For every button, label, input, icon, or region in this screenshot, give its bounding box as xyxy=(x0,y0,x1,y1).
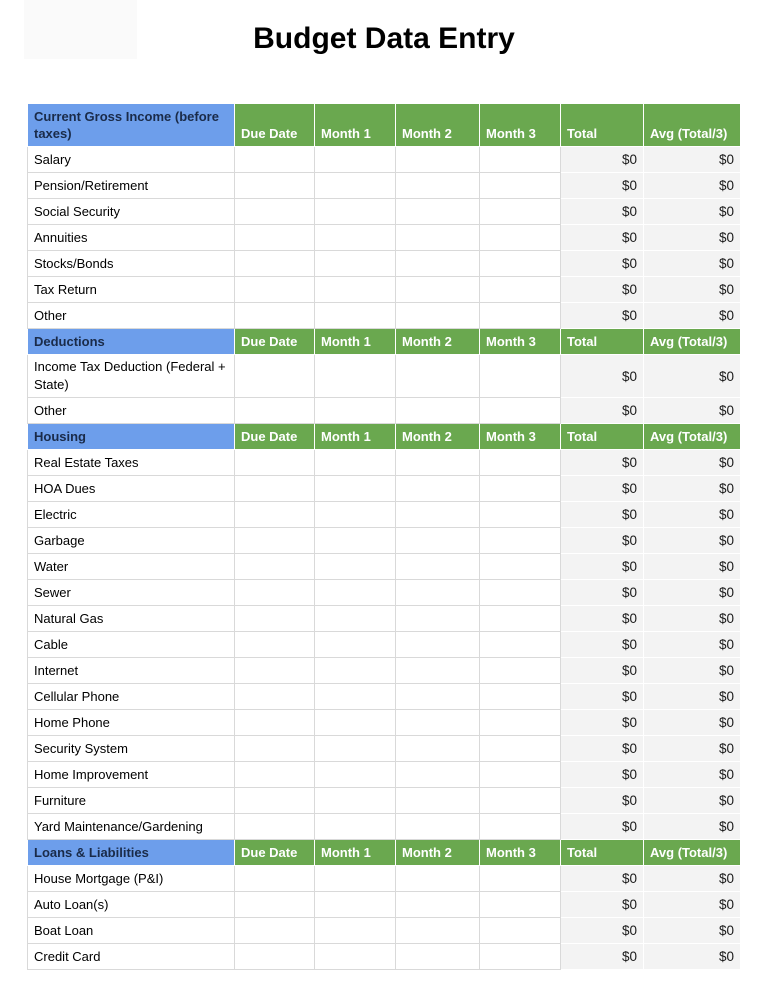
total-cell[interactable]: $0 xyxy=(561,632,644,658)
total-cell[interactable]: $0 xyxy=(561,710,644,736)
section-header-row-deductions xyxy=(28,329,741,355)
month-3-cell[interactable] xyxy=(480,788,561,814)
month-1-cell[interactable] xyxy=(315,788,396,814)
due-date-cell[interactable] xyxy=(235,398,315,424)
month-2-cell[interactable] xyxy=(396,398,480,424)
row-label-real-estate-taxes: Real Estate Taxes xyxy=(28,450,235,476)
month-1-cell[interactable] xyxy=(315,632,396,658)
column-header-month-2: Month 2 xyxy=(396,329,480,355)
month-1-cell[interactable] xyxy=(315,277,396,303)
avg-cell[interactable]: $0 xyxy=(644,710,741,736)
due-date-cell[interactable] xyxy=(235,814,315,840)
avg-cell[interactable]: $0 xyxy=(644,277,741,303)
table-row-hoa-dues xyxy=(28,476,741,502)
section-title-loans-liabilities: Loans & Liabilities xyxy=(28,840,235,866)
row-label-salary: Salary xyxy=(28,147,235,173)
avg-cell[interactable]: $0 xyxy=(644,199,741,225)
month-3-cell[interactable] xyxy=(480,892,561,918)
row-label-cellular-phone: Cellular Phone xyxy=(28,684,235,710)
column-header-avg-total-3: Avg (Total/3) xyxy=(644,329,741,355)
column-header-due-date: Due Date xyxy=(235,104,315,147)
section-title-current-gross-income-before-taxes: Current Gross Income (before taxes) xyxy=(28,104,235,147)
total-cell[interactable]: $0 xyxy=(561,355,644,398)
column-header-month-1: Month 1 xyxy=(315,424,396,450)
month-3-cell[interactable] xyxy=(480,632,561,658)
month-3-cell[interactable] xyxy=(480,606,561,632)
month-2-cell[interactable] xyxy=(396,814,480,840)
column-header-month-2: Month 2 xyxy=(396,424,480,450)
table-row-electric xyxy=(28,502,741,528)
avg-cell[interactable]: $0 xyxy=(644,762,741,788)
month-3-cell[interactable] xyxy=(480,814,561,840)
column-header-month-3: Month 3 xyxy=(480,840,561,866)
column-header-month-2: Month 2 xyxy=(396,840,480,866)
due-date-cell[interactable] xyxy=(235,580,315,606)
table-row-home-improvement xyxy=(28,762,741,788)
month-3-cell[interactable] xyxy=(480,762,561,788)
avg-cell[interactable]: $0 xyxy=(644,866,741,892)
row-label-other: Other xyxy=(28,303,235,329)
row-label-furniture: Furniture xyxy=(28,788,235,814)
row-label-yard-maintenance-gardening: Yard Maintenance/Gardening xyxy=(28,814,235,840)
due-date-cell[interactable] xyxy=(235,684,315,710)
column-header-avg-total-3: Avg (Total/3) xyxy=(644,424,741,450)
month-3-cell[interactable] xyxy=(480,658,561,684)
table-row-internet xyxy=(28,658,741,684)
total-cell[interactable]: $0 xyxy=(561,606,644,632)
column-header-month-3: Month 3 xyxy=(480,424,561,450)
row-label-house-mortgage-p-i: House Mortgage (P&I) xyxy=(28,866,235,892)
column-header-month-1: Month 1 xyxy=(315,104,396,147)
month-1-cell[interactable] xyxy=(315,303,396,329)
row-label-sewer: Sewer xyxy=(28,580,235,606)
due-date-cell[interactable] xyxy=(235,944,315,970)
month-2-cell[interactable] xyxy=(396,892,480,918)
row-label-annuities: Annuities xyxy=(28,225,235,251)
month-2-cell[interactable] xyxy=(396,918,480,944)
table-row-cellular-phone xyxy=(28,684,741,710)
column-header-total: Total xyxy=(561,840,644,866)
month-2-cell[interactable] xyxy=(396,606,480,632)
month-2-cell[interactable] xyxy=(396,736,480,762)
total-cell[interactable]: $0 xyxy=(561,450,644,476)
total-cell[interactable]: $0 xyxy=(561,658,644,684)
avg-cell[interactable]: $0 xyxy=(644,658,741,684)
due-date-cell[interactable] xyxy=(235,277,315,303)
due-date-cell[interactable] xyxy=(235,251,315,277)
month-2-cell[interactable] xyxy=(396,658,480,684)
table-row-security-system xyxy=(28,736,741,762)
column-header-total: Total xyxy=(561,104,644,147)
section-header-row-loans-liabilities xyxy=(28,840,741,866)
due-date-cell[interactable] xyxy=(235,303,315,329)
total-cell[interactable]: $0 xyxy=(561,762,644,788)
table-row-stocks-bonds xyxy=(28,251,741,277)
section-title-deductions: Deductions xyxy=(28,329,235,355)
avg-cell[interactable]: $0 xyxy=(644,173,741,199)
month-2-cell[interactable] xyxy=(396,580,480,606)
month-2-cell[interactable] xyxy=(396,147,480,173)
month-1-cell[interactable] xyxy=(315,918,396,944)
month-1-cell[interactable] xyxy=(315,710,396,736)
table-row-house-mortgage-p-i xyxy=(28,866,741,892)
row-label-tax-return: Tax Return xyxy=(28,277,235,303)
table-row-social-security xyxy=(28,199,741,225)
avg-cell[interactable]: $0 xyxy=(644,251,741,277)
row-label-water: Water xyxy=(28,554,235,580)
month-3-cell[interactable] xyxy=(480,225,561,251)
total-cell[interactable]: $0 xyxy=(561,303,644,329)
month-3-cell[interactable] xyxy=(480,918,561,944)
month-1-cell[interactable] xyxy=(315,476,396,502)
total-cell[interactable]: $0 xyxy=(561,944,644,970)
month-1-cell[interactable] xyxy=(315,225,396,251)
total-cell[interactable]: $0 xyxy=(561,866,644,892)
month-1-cell[interactable] xyxy=(315,944,396,970)
avg-cell[interactable]: $0 xyxy=(644,684,741,710)
avg-cell[interactable]: $0 xyxy=(644,476,741,502)
avg-cell[interactable]: $0 xyxy=(644,736,741,762)
row-label-pension-retirement: Pension/Retirement xyxy=(28,173,235,199)
total-cell[interactable]: $0 xyxy=(561,684,644,710)
table-row-annuities xyxy=(28,225,741,251)
column-header-month-2: Month 2 xyxy=(396,104,480,147)
month-3-cell[interactable] xyxy=(480,147,561,173)
table-row-auto-loan-s xyxy=(28,892,741,918)
total-cell[interactable]: $0 xyxy=(561,251,644,277)
due-date-cell[interactable] xyxy=(235,892,315,918)
table-row-furniture xyxy=(28,788,741,814)
row-label-credit-card: Credit Card xyxy=(28,944,235,970)
month-1-cell[interactable] xyxy=(315,450,396,476)
month-2-cell[interactable] xyxy=(396,684,480,710)
avg-cell[interactable]: $0 xyxy=(644,944,741,970)
due-date-cell[interactable] xyxy=(235,502,315,528)
total-cell[interactable]: $0 xyxy=(561,199,644,225)
budget-table xyxy=(27,103,741,970)
table-row-other xyxy=(28,398,741,424)
month-1-cell[interactable] xyxy=(315,251,396,277)
row-label-auto-loan-s: Auto Loan(s) xyxy=(28,892,235,918)
month-3-cell[interactable] xyxy=(480,277,561,303)
table-row-water xyxy=(28,554,741,580)
month-2-cell[interactable] xyxy=(396,528,480,554)
month-1-cell[interactable] xyxy=(315,147,396,173)
table-row-pension-retirement xyxy=(28,173,741,199)
avg-cell[interactable]: $0 xyxy=(644,918,741,944)
row-label-boat-loan: Boat Loan xyxy=(28,918,235,944)
row-label-social-security: Social Security xyxy=(28,199,235,225)
total-cell[interactable]: $0 xyxy=(561,528,644,554)
total-cell[interactable]: $0 xyxy=(561,736,644,762)
row-label-electric: Electric xyxy=(28,502,235,528)
row-label-stocks-bonds: Stocks/Bonds xyxy=(28,251,235,277)
avg-cell[interactable]: $0 xyxy=(644,528,741,554)
month-2-cell[interactable] xyxy=(396,944,480,970)
month-3-cell[interactable] xyxy=(480,502,561,528)
avg-cell[interactable]: $0 xyxy=(644,788,741,814)
table-row-income-tax-deduction-federal-state xyxy=(28,355,741,398)
column-header-due-date: Due Date xyxy=(235,840,315,866)
month-1-cell[interactable] xyxy=(315,355,396,398)
month-3-cell[interactable] xyxy=(480,528,561,554)
table-row-credit-card xyxy=(28,944,741,970)
total-cell[interactable]: $0 xyxy=(561,580,644,606)
month-2-cell[interactable] xyxy=(396,788,480,814)
month-2-cell[interactable] xyxy=(396,476,480,502)
due-date-cell[interactable] xyxy=(235,528,315,554)
column-header-due-date: Due Date xyxy=(235,329,315,355)
table-row-natural-gas xyxy=(28,606,741,632)
month-3-cell[interactable] xyxy=(480,476,561,502)
month-3-cell[interactable] xyxy=(480,866,561,892)
row-label-hoa-dues: HOA Dues xyxy=(28,476,235,502)
due-date-cell[interactable] xyxy=(235,866,315,892)
month-1-cell[interactable] xyxy=(315,684,396,710)
month-2-cell[interactable] xyxy=(396,502,480,528)
month-1-cell[interactable] xyxy=(315,606,396,632)
month-1-cell[interactable] xyxy=(315,736,396,762)
row-label-income-tax-deduction-federal-state: Income Tax Deduction (Federal + State) xyxy=(28,355,235,398)
row-label-natural-gas: Natural Gas xyxy=(28,606,235,632)
table-row-salary xyxy=(28,147,741,173)
due-date-cell[interactable] xyxy=(235,658,315,684)
total-cell[interactable]: $0 xyxy=(561,225,644,251)
due-date-cell[interactable] xyxy=(235,632,315,658)
month-3-cell[interactable] xyxy=(480,303,561,329)
section-title-housing: Housing xyxy=(28,424,235,450)
column-header-month-3: Month 3 xyxy=(480,329,561,355)
month-1-cell[interactable] xyxy=(315,502,396,528)
month-3-cell[interactable] xyxy=(480,944,561,970)
month-1-cell[interactable] xyxy=(315,762,396,788)
month-1-cell[interactable] xyxy=(315,199,396,225)
column-header-month-3: Month 3 xyxy=(480,104,561,147)
month-2-cell[interactable] xyxy=(396,866,480,892)
total-cell[interactable]: $0 xyxy=(561,892,644,918)
row-label-other: Other xyxy=(28,398,235,424)
month-3-cell[interactable] xyxy=(480,684,561,710)
month-3-cell[interactable] xyxy=(480,450,561,476)
avg-cell[interactable]: $0 xyxy=(644,450,741,476)
month-2-cell[interactable] xyxy=(396,710,480,736)
month-1-cell[interactable] xyxy=(315,658,396,684)
column-header-avg-total-3: Avg (Total/3) xyxy=(644,840,741,866)
month-1-cell[interactable] xyxy=(315,892,396,918)
column-header-due-date: Due Date xyxy=(235,424,315,450)
month-1-cell[interactable] xyxy=(315,398,396,424)
avg-cell[interactable]: $0 xyxy=(644,580,741,606)
month-2-cell[interactable] xyxy=(396,225,480,251)
avg-cell[interactable]: $0 xyxy=(644,355,741,398)
row-label-cable: Cable xyxy=(28,632,235,658)
month-3-cell[interactable] xyxy=(480,736,561,762)
month-1-cell[interactable] xyxy=(315,173,396,199)
total-cell[interactable]: $0 xyxy=(561,173,644,199)
due-date-cell[interactable] xyxy=(235,355,315,398)
row-label-internet: Internet xyxy=(28,658,235,684)
month-3-cell[interactable] xyxy=(480,355,561,398)
column-header-total: Total xyxy=(561,424,644,450)
due-date-cell[interactable] xyxy=(235,762,315,788)
total-cell[interactable]: $0 xyxy=(561,277,644,303)
avg-cell[interactable]: $0 xyxy=(644,814,741,840)
due-date-cell[interactable] xyxy=(235,918,315,944)
due-date-cell[interactable] xyxy=(235,736,315,762)
avg-cell[interactable]: $0 xyxy=(644,398,741,424)
total-cell[interactable]: $0 xyxy=(561,502,644,528)
due-date-cell[interactable] xyxy=(235,173,315,199)
month-3-cell[interactable] xyxy=(480,173,561,199)
row-label-security-system: Security System xyxy=(28,736,235,762)
row-label-home-phone: Home Phone xyxy=(28,710,235,736)
due-date-cell[interactable] xyxy=(235,476,315,502)
month-2-cell[interactable] xyxy=(396,173,480,199)
page-title: Budget Data Entry xyxy=(253,22,515,55)
due-date-cell[interactable] xyxy=(235,450,315,476)
month-2-cell[interactable] xyxy=(396,303,480,329)
avg-cell[interactable]: $0 xyxy=(644,225,741,251)
table-row-real-estate-taxes xyxy=(28,450,741,476)
due-date-cell[interactable] xyxy=(235,199,315,225)
month-2-cell[interactable] xyxy=(396,251,480,277)
month-1-cell[interactable] xyxy=(315,580,396,606)
column-header-month-1: Month 1 xyxy=(315,840,396,866)
total-cell[interactable]: $0 xyxy=(561,398,644,424)
table-row-yard-maintenance-gardening xyxy=(28,814,741,840)
month-3-cell[interactable] xyxy=(480,710,561,736)
section-header-row-current-gross-income-before-taxes xyxy=(28,104,741,147)
total-cell[interactable]: $0 xyxy=(561,476,644,502)
month-3-cell[interactable] xyxy=(480,199,561,225)
due-date-cell[interactable] xyxy=(235,710,315,736)
due-date-cell[interactable] xyxy=(235,147,315,173)
table-row-other xyxy=(28,303,741,329)
month-1-cell[interactable] xyxy=(315,866,396,892)
month-3-cell[interactable] xyxy=(480,554,561,580)
budget-table-body xyxy=(28,104,741,970)
month-2-cell[interactable] xyxy=(396,199,480,225)
avg-cell[interactable]: $0 xyxy=(644,892,741,918)
total-cell[interactable]: $0 xyxy=(561,554,644,580)
total-cell[interactable]: $0 xyxy=(561,814,644,840)
avg-cell[interactable]: $0 xyxy=(644,632,741,658)
table-row-tax-return xyxy=(28,277,741,303)
month-1-cell[interactable] xyxy=(315,814,396,840)
month-2-cell[interactable] xyxy=(396,762,480,788)
table-row-boat-loan xyxy=(28,918,741,944)
due-date-cell[interactable] xyxy=(235,225,315,251)
column-header-avg-total-3: Avg (Total/3) xyxy=(644,104,741,147)
total-cell[interactable]: $0 xyxy=(561,788,644,814)
avg-cell[interactable]: $0 xyxy=(644,554,741,580)
due-date-cell[interactable] xyxy=(235,606,315,632)
column-header-month-1: Month 1 xyxy=(315,329,396,355)
month-2-cell[interactable] xyxy=(396,277,480,303)
row-label-home-improvement: Home Improvement xyxy=(28,762,235,788)
month-2-cell[interactable] xyxy=(396,355,480,398)
month-1-cell[interactable] xyxy=(315,528,396,554)
due-date-cell[interactable] xyxy=(235,554,315,580)
month-2-cell[interactable] xyxy=(396,450,480,476)
column-header-total: Total xyxy=(561,329,644,355)
avg-cell[interactable]: $0 xyxy=(644,147,741,173)
total-cell[interactable]: $0 xyxy=(561,918,644,944)
table-row-garbage xyxy=(28,528,741,554)
table-row-home-phone xyxy=(28,710,741,736)
due-date-cell[interactable] xyxy=(235,788,315,814)
total-cell[interactable]: $0 xyxy=(561,147,644,173)
table-row-sewer xyxy=(28,580,741,606)
month-2-cell[interactable] xyxy=(396,554,480,580)
row-label-garbage: Garbage xyxy=(28,528,235,554)
section-header-row-housing xyxy=(28,424,741,450)
table-row-cable xyxy=(28,632,741,658)
month-3-cell[interactable] xyxy=(480,580,561,606)
avg-cell[interactable]: $0 xyxy=(644,303,741,329)
month-1-cell[interactable] xyxy=(315,554,396,580)
month-3-cell[interactable] xyxy=(480,398,561,424)
month-3-cell[interactable] xyxy=(480,251,561,277)
avg-cell[interactable]: $0 xyxy=(644,606,741,632)
month-2-cell[interactable] xyxy=(396,632,480,658)
avg-cell[interactable]: $0 xyxy=(644,502,741,528)
